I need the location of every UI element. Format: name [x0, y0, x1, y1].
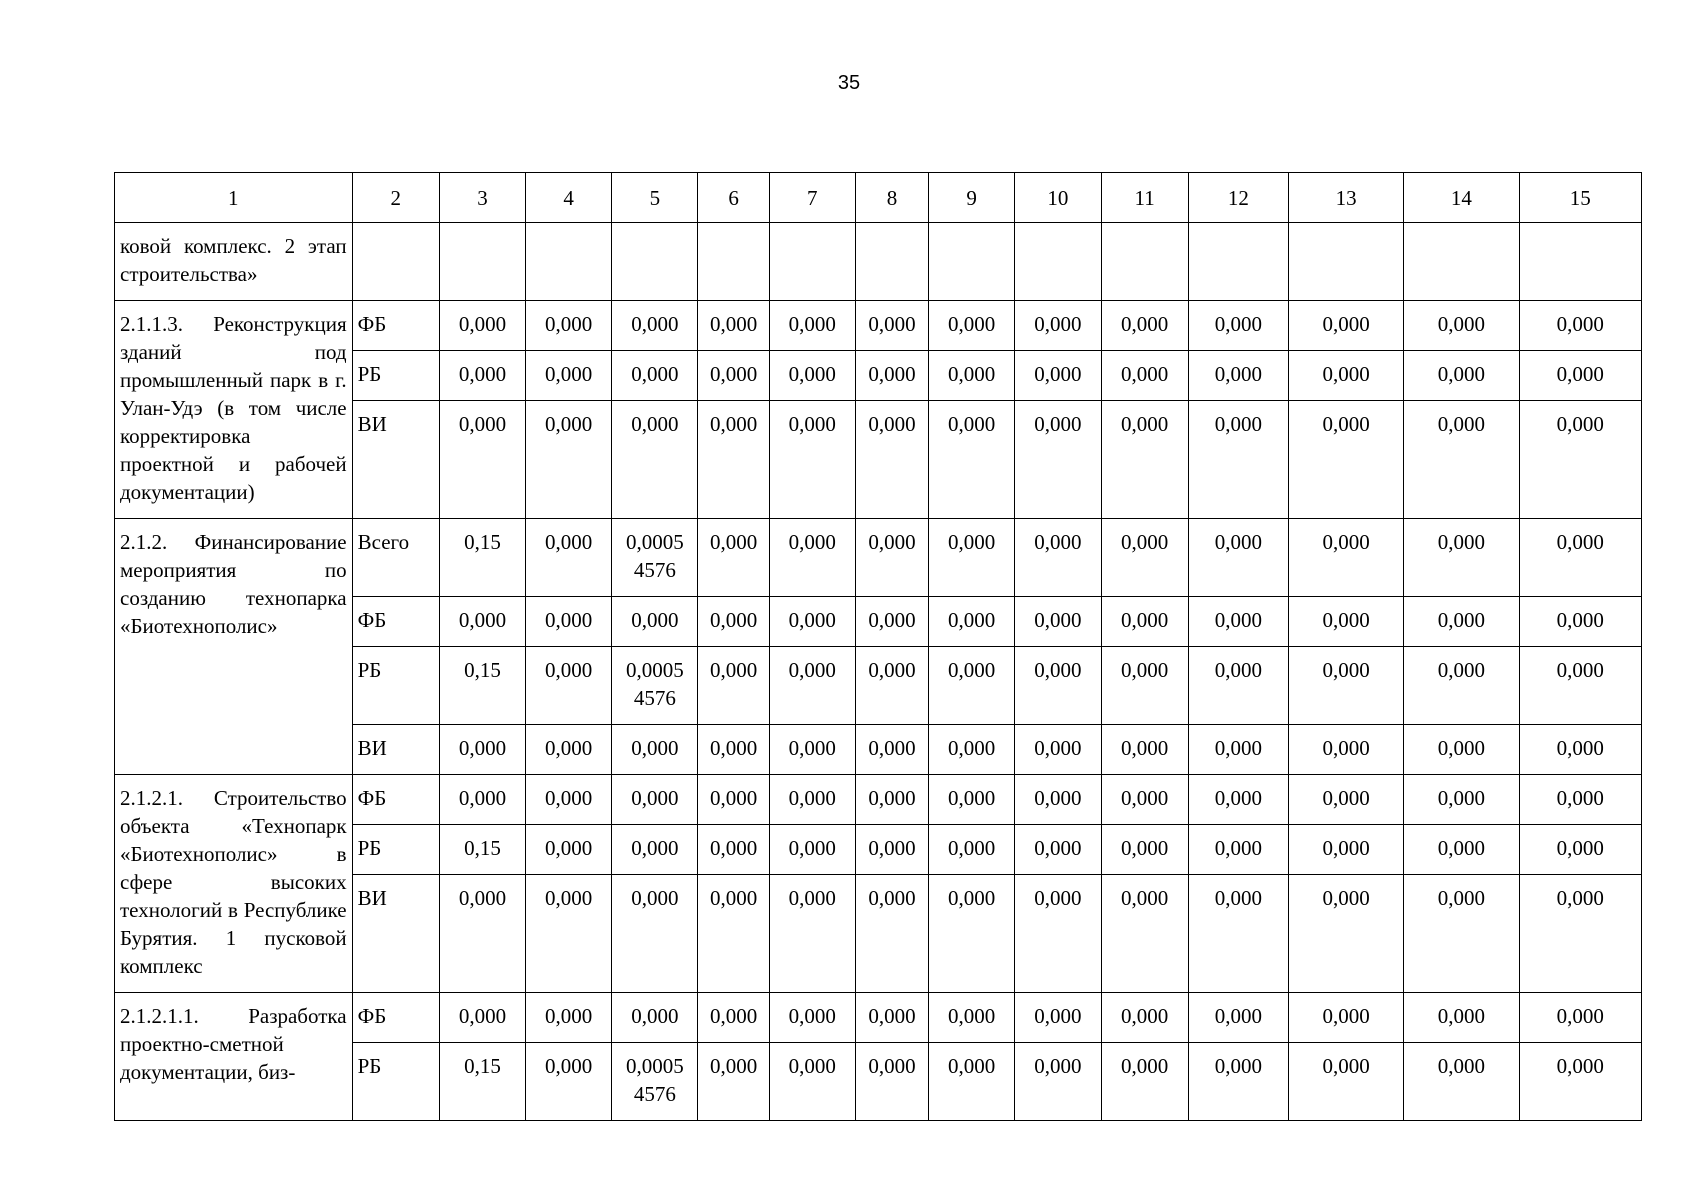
value-cell: 0,000 [1519, 401, 1641, 519]
value-cell: 0,000 [1101, 775, 1188, 825]
value-cell: 0,000 [1288, 401, 1403, 519]
value-cell: 0,000 [698, 401, 769, 519]
value-cell: 0,000 [1404, 597, 1519, 647]
value-cell: 0,000 [526, 1043, 612, 1121]
value-cell: 0,000 [698, 519, 769, 597]
value-cell: 0,000 [1188, 993, 1288, 1043]
row-description: 2.1.2. Финансирование мероприятия по созданию технопарка «Биотехнополис» [115, 519, 353, 775]
value-cell [1288, 223, 1403, 301]
value-cell: 0,000 [1404, 301, 1519, 351]
value-cell: 0,000 [1101, 401, 1188, 519]
value-cell: 0,000 [855, 775, 928, 825]
budget-table [114, 172, 1642, 1121]
value-cell: 0,000 [612, 401, 698, 519]
value-cell: 0,000 [1519, 519, 1641, 597]
value-cell: 0,000 [769, 1043, 855, 1121]
value-cell: 0,000 [769, 725, 855, 775]
value-cell: 0,000 [769, 875, 855, 993]
value-cell: 0,000 [1188, 401, 1288, 519]
value-cell: 0,000 [929, 825, 1015, 875]
value-cell: 0,000 [1288, 519, 1403, 597]
value-cell [929, 223, 1015, 301]
value-cell: 0,000 [1519, 301, 1641, 351]
value-cell: 0,000 [1015, 775, 1101, 825]
value-cell: 0,000 [929, 775, 1015, 825]
value-cell: 0,000 [929, 597, 1015, 647]
header-row [115, 173, 1642, 223]
table-row [115, 775, 1642, 825]
value-cell: 0,000 [1404, 775, 1519, 825]
value-cell: 0,000 [698, 993, 769, 1043]
value-cell: 0,000 [1404, 725, 1519, 775]
funding-source [352, 223, 439, 301]
table-row [115, 519, 1642, 597]
value-cell: 0,000 [612, 597, 698, 647]
value-cell: 0,000 [1519, 351, 1641, 401]
funding-source: ФБ [352, 597, 439, 647]
value-cell: 0,000 [1404, 993, 1519, 1043]
value-cell: 0,000 [1101, 597, 1188, 647]
value-cell: 0,000 [769, 301, 855, 351]
value-cell: 0,000 [1015, 301, 1101, 351]
value-cell: 0,000 [439, 301, 525, 351]
value-cell: 0,000 [855, 351, 928, 401]
value-cell: 0,000 [1288, 725, 1403, 775]
header-cell: 12 [1188, 173, 1288, 223]
value-cell: 0,000 [1188, 825, 1288, 875]
value-cell: 0,000 [698, 301, 769, 351]
value-cell: 0,000 [1404, 875, 1519, 993]
value-cell: 0,000 [1404, 401, 1519, 519]
value-cell: 0,000 [1188, 597, 1288, 647]
value-cell: 0,000 [855, 401, 928, 519]
value-cell: 0,000 [1015, 875, 1101, 993]
value-cell: 0,000 [526, 401, 612, 519]
value-cell: 0,000 [698, 597, 769, 647]
value-cell: 0,000 [1519, 597, 1641, 647]
value-cell: 0,000 [439, 351, 525, 401]
value-cell: 0,000 [1288, 1043, 1403, 1121]
header-cell: 4 [526, 173, 612, 223]
value-cell: 0,000 [855, 875, 928, 993]
value-cell: 0,000 [1101, 875, 1188, 993]
value-cell: 0,000 [855, 647, 928, 725]
header-cell: 9 [929, 173, 1015, 223]
value-cell: 0,000 [1015, 725, 1101, 775]
value-cell: 0,000 [1101, 301, 1188, 351]
value-cell: 0,000 [1288, 825, 1403, 875]
value-cell [1519, 223, 1641, 301]
value-cell: 0,000 [1288, 875, 1403, 993]
value-cell: 0,000 [612, 993, 698, 1043]
value-cell: 0,000 [612, 725, 698, 775]
header-cell: 11 [1101, 173, 1188, 223]
value-cell: 0,000 [1519, 825, 1641, 875]
value-cell: 0,000 [929, 647, 1015, 725]
value-cell: 0,000 [1101, 725, 1188, 775]
value-cell: 0,000 [526, 993, 612, 1043]
funding-source: ФБ [352, 301, 439, 351]
row-description: 2.1.2.1. Строительство объекта «Технопарк «Биотехнополис» в сфере высоких технологий в Республике Бурятия. 1 пусковой комплекс [115, 775, 353, 993]
value-cell: 0,000 [929, 993, 1015, 1043]
header-cell: 1 [115, 173, 353, 223]
value-cell: 0,000 [1288, 993, 1403, 1043]
value-cell [439, 223, 525, 301]
value-cell [1015, 223, 1101, 301]
value-cell [612, 223, 698, 301]
value-cell: 0,000 [1404, 519, 1519, 597]
value-cell: 0,000 [1188, 875, 1288, 993]
value-cell: 0,0005 4576 [612, 1043, 698, 1121]
funding-source: ВИ [352, 401, 439, 519]
value-cell: 0,000 [1404, 825, 1519, 875]
value-cell: 0,000 [1188, 519, 1288, 597]
value-cell: 0,000 [526, 301, 612, 351]
value-cell: 0,000 [526, 597, 612, 647]
value-cell: 0,000 [769, 993, 855, 1043]
value-cell: 0,000 [1188, 647, 1288, 725]
value-cell: 0,000 [1101, 993, 1188, 1043]
table-row [115, 223, 1642, 301]
header-cell: 14 [1404, 173, 1519, 223]
value-cell: 0,000 [1015, 401, 1101, 519]
value-cell: 0,000 [855, 597, 928, 647]
value-cell: 0,000 [929, 519, 1015, 597]
value-cell: 0,000 [526, 519, 612, 597]
header-cell: 10 [1015, 173, 1101, 223]
value-cell: 0,000 [612, 775, 698, 825]
value-cell: 0,000 [1404, 1043, 1519, 1121]
value-cell: 0,000 [439, 993, 525, 1043]
value-cell: 0,0005 4576 [612, 647, 698, 725]
table-body [115, 173, 1642, 1121]
value-cell: 0,000 [855, 301, 928, 351]
value-cell: 0,000 [698, 1043, 769, 1121]
value-cell: 0,000 [526, 647, 612, 725]
row-description: 2.1.2.1.1. Разработка проектно-сметной документации, биз- [115, 993, 353, 1121]
header-cell: 13 [1288, 173, 1403, 223]
value-cell: 0,000 [1519, 647, 1641, 725]
value-cell: 0,000 [1188, 351, 1288, 401]
value-cell: 0,000 [439, 775, 525, 825]
value-cell: 0,000 [1015, 647, 1101, 725]
value-cell: 0,000 [439, 725, 525, 775]
value-cell: 0,000 [1288, 301, 1403, 351]
value-cell: 0,000 [698, 875, 769, 993]
funding-source: РБ [352, 825, 439, 875]
value-cell: 0,000 [769, 647, 855, 725]
value-cell: 0,15 [439, 647, 525, 725]
value-cell: 0,000 [855, 519, 928, 597]
header-cell: 3 [439, 173, 525, 223]
value-cell: 0,000 [855, 725, 928, 775]
value-cell: 0,000 [855, 1043, 928, 1121]
value-cell: 0,000 [1101, 519, 1188, 597]
value-cell: 0,000 [612, 825, 698, 875]
value-cell [698, 223, 769, 301]
value-cell: 0,000 [1101, 647, 1188, 725]
value-cell: 0,15 [439, 1043, 525, 1121]
funding-source: ВИ [352, 725, 439, 775]
value-cell: 0,000 [929, 725, 1015, 775]
table-row [115, 301, 1642, 351]
header-cell: 5 [612, 173, 698, 223]
funding-source: РБ [352, 647, 439, 725]
value-cell: 0,000 [1519, 993, 1641, 1043]
value-cell: 0,000 [698, 725, 769, 775]
value-cell: 0,000 [1404, 647, 1519, 725]
value-cell: 0,000 [1404, 351, 1519, 401]
value-cell: 0,000 [1519, 725, 1641, 775]
value-cell: 0,000 [526, 725, 612, 775]
value-cell: 0,000 [1015, 1043, 1101, 1121]
value-cell: 0,000 [1015, 519, 1101, 597]
value-cell: 0,000 [526, 875, 612, 993]
value-cell: 0,15 [439, 519, 525, 597]
value-cell: 0,000 [526, 351, 612, 401]
value-cell: 0,000 [1519, 775, 1641, 825]
table-row [115, 993, 1642, 1043]
header-cell: 7 [769, 173, 855, 223]
value-cell: 0,000 [1288, 597, 1403, 647]
value-cell: 0,000 [439, 875, 525, 993]
value-cell: 0,000 [769, 401, 855, 519]
page-number: 35 [837, 72, 861, 94]
value-cell: 0,000 [698, 775, 769, 825]
value-cell: 0,000 [769, 825, 855, 875]
value-cell: 0,000 [612, 301, 698, 351]
value-cell: 0,000 [855, 993, 928, 1043]
value-cell: 0,000 [769, 597, 855, 647]
value-cell: 0,000 [769, 519, 855, 597]
value-cell: 0,000 [929, 1043, 1015, 1121]
value-cell: 0,000 [1519, 875, 1641, 993]
value-cell: 0,000 [1188, 725, 1288, 775]
value-cell: 0,000 [1519, 1043, 1641, 1121]
funding-source: РБ [352, 351, 439, 401]
value-cell [1404, 223, 1519, 301]
value-cell: 0,000 [1015, 825, 1101, 875]
value-cell: 0,000 [526, 825, 612, 875]
value-cell: 0,000 [526, 775, 612, 825]
value-cell: 0,000 [1015, 351, 1101, 401]
header-cell: 8 [855, 173, 928, 223]
value-cell: 0,000 [1288, 647, 1403, 725]
header-cell: 15 [1519, 173, 1641, 223]
value-cell: 0,000 [769, 775, 855, 825]
value-cell: 0,000 [1188, 301, 1288, 351]
row-description: ковой комплекс. 2 этап строительства» [115, 223, 353, 301]
value-cell: 0,000 [1015, 597, 1101, 647]
value-cell: 0,000 [929, 351, 1015, 401]
funding-source: ФБ [352, 993, 439, 1043]
value-cell: 0,000 [1101, 351, 1188, 401]
value-cell: 0,0005 4576 [612, 519, 698, 597]
value-cell: 0,000 [698, 647, 769, 725]
value-cell: 0,000 [1101, 825, 1188, 875]
value-cell: 0,000 [439, 401, 525, 519]
value-cell [526, 223, 612, 301]
header-cell: 6 [698, 173, 769, 223]
value-cell: 0,000 [612, 351, 698, 401]
value-cell: 0,15 [439, 825, 525, 875]
value-cell: 0,000 [929, 401, 1015, 519]
value-cell: 0,000 [855, 825, 928, 875]
funding-source: ФБ [352, 775, 439, 825]
value-cell: 0,000 [1288, 351, 1403, 401]
value-cell [769, 223, 855, 301]
value-cell: 0,000 [1188, 775, 1288, 825]
funding-source: РБ [352, 1043, 439, 1121]
value-cell: 0,000 [612, 875, 698, 993]
value-cell: 0,000 [769, 351, 855, 401]
value-cell [1101, 223, 1188, 301]
value-cell: 0,000 [1015, 993, 1101, 1043]
value-cell: 0,000 [1188, 1043, 1288, 1121]
funding-source: ВИ [352, 875, 439, 993]
funding-source: Всего [352, 519, 439, 597]
value-cell [1188, 223, 1288, 301]
header-cell: 2 [352, 173, 439, 223]
row-description: 2.1.1.3. Реконструкция зданий под промышленный парк в г. Улан-Удэ (в том числе корректировка проектной и рабочей документации) [115, 301, 353, 519]
value-cell [855, 223, 928, 301]
value-cell: 0,000 [1101, 1043, 1188, 1121]
value-cell: 0,000 [439, 597, 525, 647]
value-cell: 0,000 [929, 301, 1015, 351]
value-cell: 0,000 [929, 875, 1015, 993]
value-cell: 0,000 [698, 351, 769, 401]
value-cell: 0,000 [1288, 775, 1403, 825]
value-cell: 0,000 [698, 825, 769, 875]
